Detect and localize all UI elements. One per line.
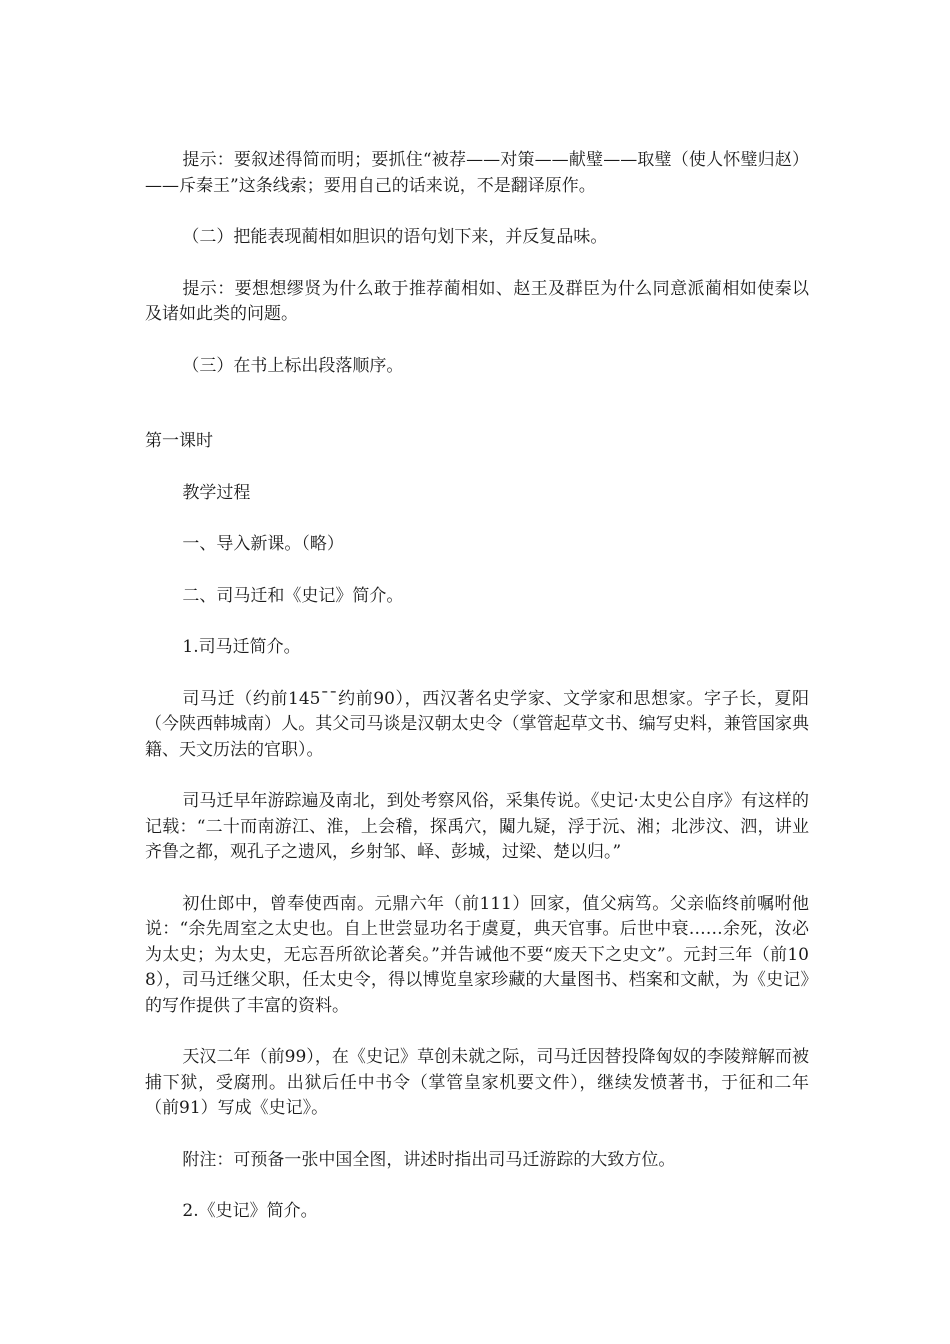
paragraph-note: 附注：可预备一张中国全图，讲述时指出司马迁游踪的大致方位。 <box>182 1149 676 1170</box>
subheading-teaching-process: 教学过程 <box>182 482 251 503</box>
section-heading-lesson-1: 第一课时 <box>145 431 213 451</box>
item-shiji-intro: 2.《史记》简介。 <box>182 1201 318 1221</box>
step-overview: 二、司马迁和《史记》简介。 <box>182 585 404 606</box>
paragraph-biography-4: 天汉二年（前99），在《史记》草创未就之际，司马迁因替投降匈奴的李陵辩解而被捕下狱，受腐刑。出狱后任中书令（掌管皇家机要文件），继续发愤著书，于征和二年（前91）写成《史记》。 <box>145 1047 809 1118</box>
paragraph-biography-3: 初仕郎中，曾奉使西南。元鼎六年（前111）回家，值父病笃。父亲临终前嘱咐他说：“余先周室之太史也。自上世尝显功名于虞夏，典天官事。后世中衰……余死，汝必为太史；为太史，无忘吾所欲论著矣。”并告诫他不要“废天下之史文”。元封三年（前108），司马迁继父职，任太史令，得以博览皇家珍藏的大量图书、档案和文献，为《史记》的写作提供了丰富的资料。 <box>145 893 809 1016</box>
paragraph-hint-2: 提示：要想想缪贤为什么敢于推荐蔺相如、赵王及群臣为什么同意派蔺相如使秦以及诸如此类的问题。 <box>145 278 809 324</box>
paragraph-task-2: （二）把能表现蔺相如胆识的语句划下来，并反复品味。 <box>182 227 608 247</box>
step-intro: 一、导入新课。（略） <box>182 534 344 554</box>
item-sima-qian-intro: 1.司马迁简介。 <box>182 637 301 657</box>
paragraph-task-3: （三）在书上标出段落顺序。 <box>182 355 404 376</box>
document-body <box>145 148 809 1225</box>
paragraph-biography-2: 司马迁早年游踪遍及南北，到处考察风俗，采集传说。《史记·太史公自序》有这样的记载：“二十而南游江、淮，上会稽，探禹穴，闚九疑，浮于沅、湘；北涉汶、泗，讲业齐鲁之都，观孔子之遗风，乡射邹、峄、彭城，过梁、楚以归。” <box>145 791 809 862</box>
paragraph-hint-1: 提示：要叙述得简而明；要抓住“被荐——对策——献璧——取璧（使人怀璧归赵）——斥秦王”这条线索；要用自己的话来说，不是翻译原作。 <box>145 150 809 196</box>
paragraph-biography-1: 司马迁（约前145¯¯约前90），西汉著名史学家、文学家和思想家。字子长，夏阳（今陕西韩城南）人。其父司马谈是汉朝太史令（掌管起草文书、编写史料，兼管国家典籍、天文历法的官职）。 <box>145 688 809 760</box>
